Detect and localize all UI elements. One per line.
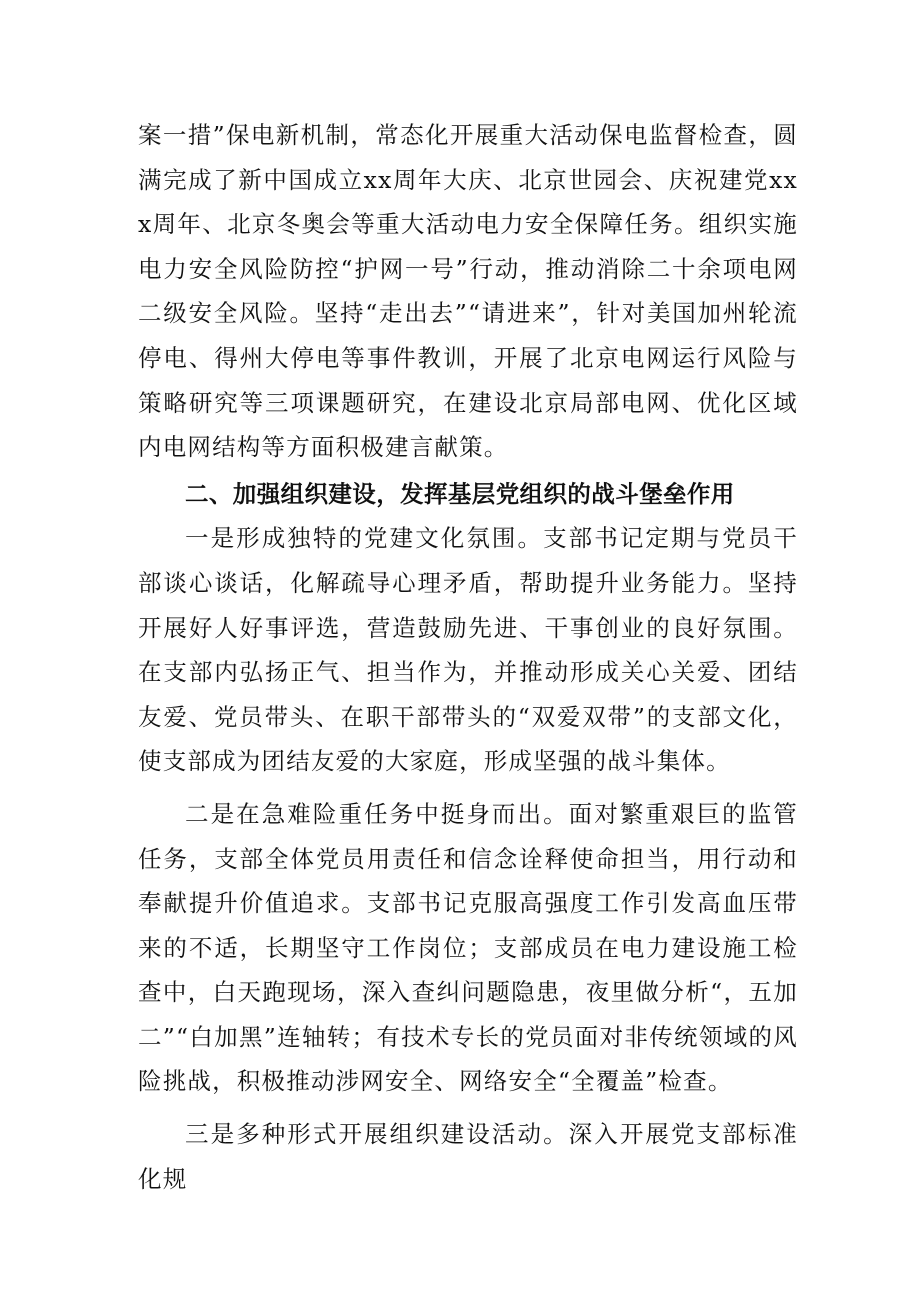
paragraph-urgent-tasks: 二是在急难险重任务中挺身而出。面对繁重艰巨的监管任务，支部全体党员用责任和信念诠释使命担当，用行动和奉献提升价值追求。支部书记克服高强度工作引发高血压带来的不适，长期坚守工作岗位；支部成员在电力建设施工检查中，白天跑现场，深入查纠问题隐患，夜里做分析“，五加二”“白加黑”连轴转；有技术专长的党员面对非传统领域的风险挑战，积极推动涉网安全、网络安全“全覆盖”检查。 xyxy=(138,799,798,1096)
section-heading-organization: 二、加强组织建设，发挥基层党组织的战斗堡垒作用 xyxy=(185,479,735,508)
document-body xyxy=(138,113,798,1201)
paragraph-culture: 一是形成独特的党建文化氛围。支部书记定期与党员干部谈心谈话，化解疏导心理矛盾，帮助提升业务能力。坚持开展好人好事评选，营造鼓励先进、干事创业的良好氛围。在支部内弘扬正气、担当作为，并推动形成关心关爱、团结友爱、党员带头、在职干部带头的“双爱双带”的支部文化，使支部成为团结友爱的大家庭，形成坚强的战斗集体。 xyxy=(138,524,798,776)
paragraph-activities: 三是多种形式开展组织建设活动。深入开展党支部标准化规 xyxy=(138,1120,798,1193)
paragraph-safety-work: 案一措”保电新机制，常态化开展重大活动保电监督检查，圆满完成了新中国成立xx周年大庆、北京世园会、庆祝建党xxx周年、北京冬奥会等重大活动电力安全保障任务。组织实施电力安全风险防控“护网一号”行动，推动消除二十余项电网二级安全风险。坚持“走出去”“请进来”，针对美国加州轮流停电、得州大停电等事件教训，开展了北京电网运行风险与策略研究等三项课题研究，在建设北京局部电网、优化区域内电网结构等方面积极建言献策。 xyxy=(138,121,798,462)
